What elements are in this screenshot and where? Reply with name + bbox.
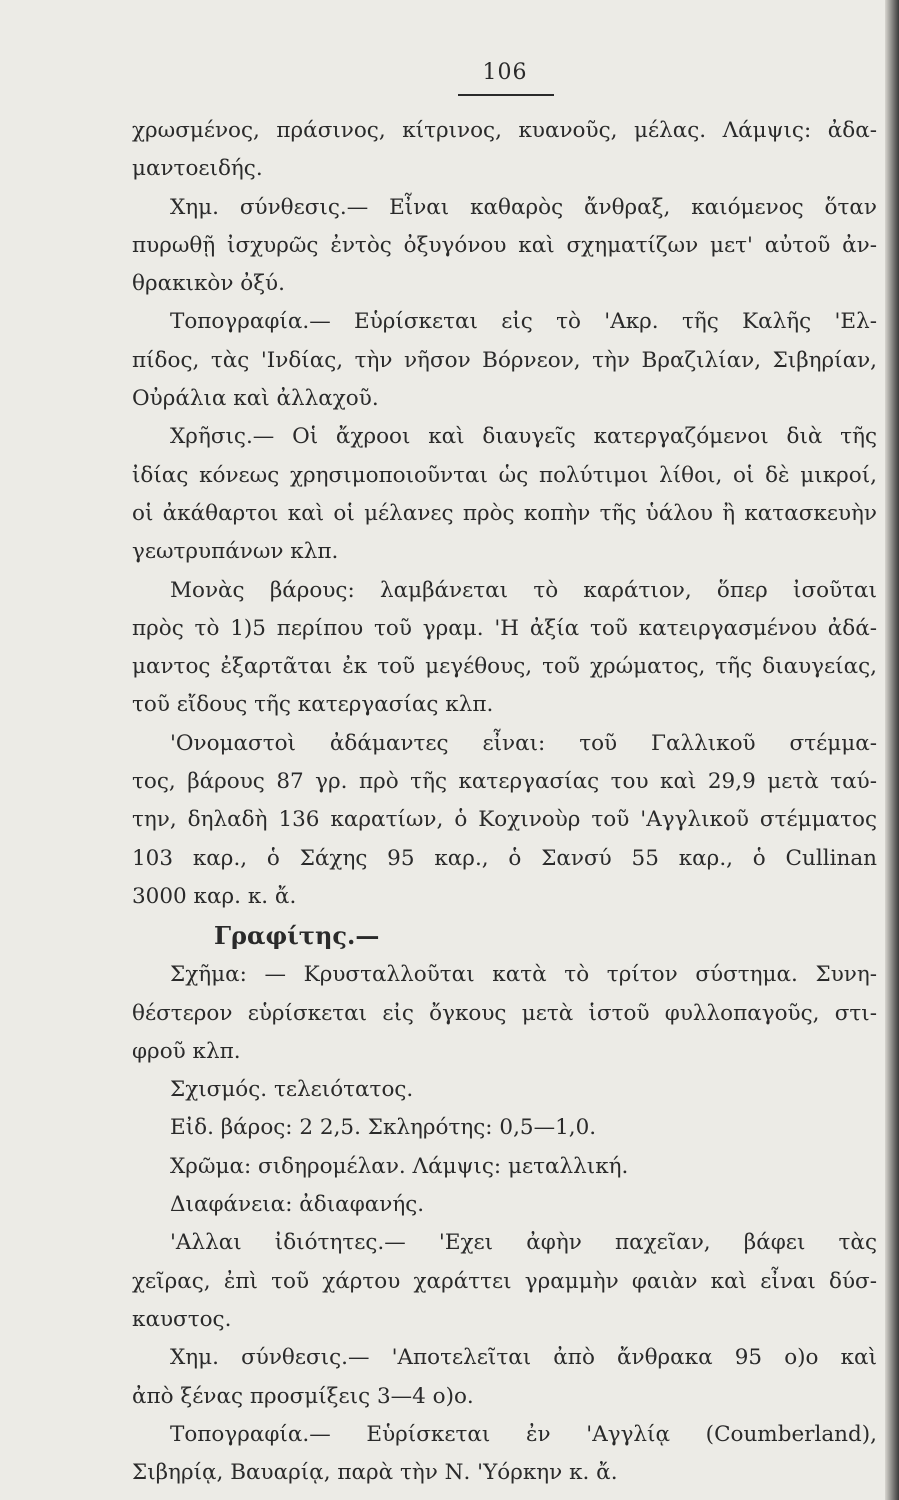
page-spine-shadow [885,0,899,1500]
text-line: τοῦ εἴδους τῆς κατεργασίας κλπ. [132,692,494,718]
text-line: Τοπογραφία.— Εὑρίσκεται εἰς τὸ 'Ακρ. τῆς Καλῆς 'Ελ- [170,309,877,335]
text-line: μαντοειδής. [132,156,263,182]
text-line: οἱ ἀκάθαρτοι καὶ οἱ μέλανες πρὸς κοπὴν τῆς ὑάλου ἢ κατασκευὴν [132,500,877,526]
text-line: πυρωθῇ ἰσχυρῶς ἐντὸς ὀξυγόνου καὶ σχηματίζων μετ' αὐτοῦ ἀν- [132,232,877,258]
text-line: Εἰδ. βάρος: 2 2,5. Σκληρότης: 0,5—1,0. [170,1115,597,1141]
text-line: Χημ. σύνθεσις.— 'Αποτελεῖται ἀπὸ ἄνθρακα 95 ο)ο καὶ [170,1345,877,1371]
text-line: πίδος, τὰς 'Ινδίας, τὴν νῆσον Βόρνεον, τὴν Βραζιλίαν, Σιβηρίαν, [132,347,877,373]
text-line: 103 καρ., ὁ Σάχης 95 καρ., ὁ Σανσύ 55 καρ., ὁ Cullinan [132,845,877,871]
text-line: Τοπογραφία.— Εὑρίσκεται ἐν 'Αγγλίᾳ (Coumberland), [170,1421,877,1447]
text-line: Χημ. σύνθεσις.— Εἶναι καθαρὸς ἄνθραξ, καιόμενος ὅταν [170,194,877,220]
text-line: Χρῶμα: σιδηρομέλαν. Λάμψις: μεταλλική. [170,1153,629,1179]
page-number-rule [458,94,554,96]
text-line: Χρῆσις.— Οἱ ἄχροοι καὶ διαυγεῖς κατεργαζόμενοι διὰ τῆς [170,424,877,450]
text-line: πρὸς τὸ 1)5 περίπου τοῦ γραμ. 'Η ἀξία τοῦ κατειργασμένου ἀδά- [132,615,877,641]
text-line: ἀπὸ ξένας προσμίξεις 3—4 ο)ο. [132,1383,474,1409]
text-line: 'Ονομαστοὶ ἀδάμαντες εἶναι: τοῦ Γαλλικοῦ στέμμα- [170,730,877,756]
text-line: Μονὰς βάρους: λαμβάνεται τὸ καράτιον, ὅπερ ἰσοῦται [170,577,877,603]
text-line: θρακικὸν ὀξύ. [132,271,285,297]
text-line: ἰδίας κόνεως χρησιμοποιοῦνται ὡς πολύτιμοι λίθοι, οἱ δὲ μικροί, [132,462,877,488]
text-line: την, δηλαδὴ 136 καρατίων, ὁ Κοχινοὺρ τοῦ 'Αγγλικοῦ στέμματος [132,807,877,833]
text-line: 'Αλλαι ἰδιότητες.— 'Εχει ἀφὴν παχεῖαν, βάφει τὰς [170,1230,877,1256]
text-line: Σχῆμα: — Κρυσταλλοῦται κατὰ τὸ τρίτον σύστημα. Συνη- [170,962,877,988]
text-line: φροῦ κλπ. [132,1038,241,1064]
text-line: χρωσμένος, πράσινος, κίτρινος, κυανοῦς, μέλας. Λάμψις: ἀδα- [132,118,877,143]
text-line: θέστερον εὑρίσκεται εἰς ὄγκους μετὰ ἱστοῦ φυλλοπαγοῦς, στι- [132,1000,877,1026]
text-line: Σχισμός. τελειότατος. [170,1077,414,1103]
text-line: Σιβηρίᾳ, Βαυαρίᾳ, παρὰ τὴν Ν. 'Υόρκην κ. ἄ. [132,1460,618,1486]
text-line: τος, βάρους 87 γρ. πρὸ τῆς κατεργασίας του καὶ 29,9 μετὰ ταύ- [132,769,877,795]
text-line: μαντος ἐξαρτᾶται ἐκ τοῦ μεγέθους, τοῦ χρώματος, τῆς διαυγείας, [132,654,877,680]
page-text [132,112,877,1492]
text-line: χεῖρας, ἐπὶ τοῦ χάρτου χαράττει γραμμὴν φαιὰν καὶ εἶναι δύσ- [132,1268,877,1294]
text-line: Διαφάνεια: ἀδιαφανής. [170,1192,425,1218]
text-line: καυστος. [132,1306,232,1332]
text-line: Οὐράλια καὶ ἀλλαχοῦ. [132,386,379,412]
text-line: 3000 καρ. κ. ἄ. [132,883,297,909]
page-number: 106 [482,60,528,85]
text-line: γεωτρυπάνων κλπ. [132,539,339,565]
section-title: Γραφίτης.— [214,921,380,951]
